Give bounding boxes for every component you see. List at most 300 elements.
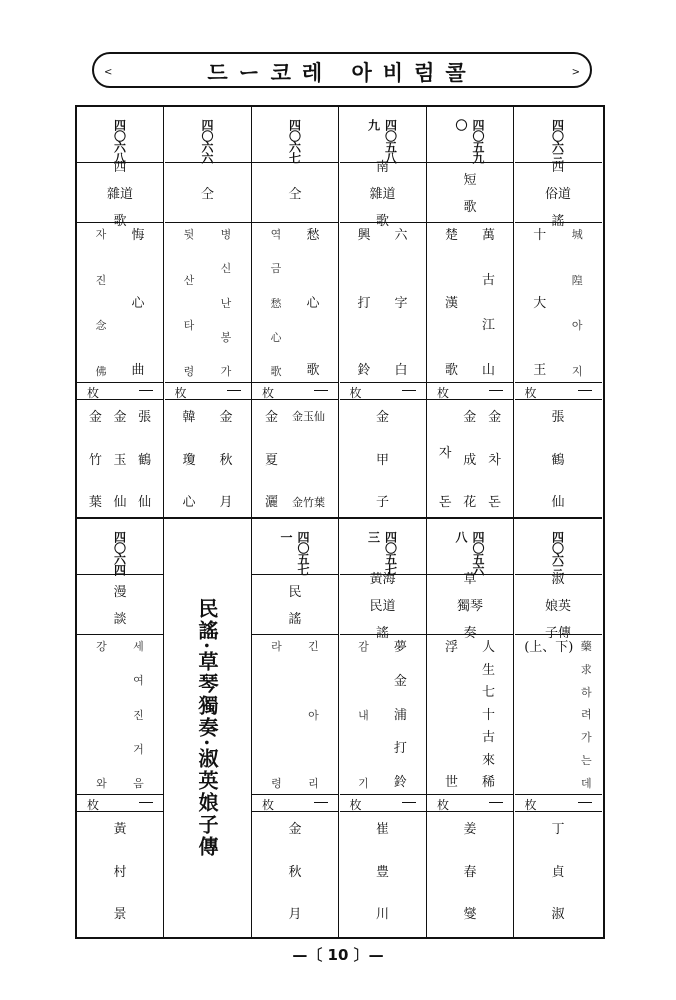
performer-char: 秋 xyxy=(288,864,302,880)
record-title xyxy=(252,229,338,377)
performer-column xyxy=(292,405,325,515)
record-count-unit: 枚 xyxy=(262,798,275,812)
title-char: 강 xyxy=(96,640,107,653)
performer-column xyxy=(113,405,126,515)
record-count xyxy=(427,383,513,399)
title-char: 夢 xyxy=(393,640,407,655)
record-count-unit: 枚 xyxy=(174,386,187,400)
genre-label: 歌 xyxy=(113,213,127,229)
title-column xyxy=(445,641,458,789)
title-char: 曲 xyxy=(131,363,145,378)
genre-label: 西 xyxy=(551,159,565,175)
performer-char: 돈 xyxy=(438,495,452,510)
record-entry xyxy=(77,107,164,517)
title-char: 금 xyxy=(270,262,282,276)
title-char: 十 xyxy=(533,228,547,243)
genre-label: 謠 xyxy=(288,612,302,627)
title-char: 來 xyxy=(481,752,495,768)
title-char: 진 xyxy=(95,273,107,287)
record-entry xyxy=(340,107,427,517)
title-char: 古 xyxy=(481,730,495,745)
title-char: 王 xyxy=(533,363,547,378)
title-column xyxy=(572,229,583,377)
record-genre xyxy=(515,159,602,229)
title-char: 心 xyxy=(306,295,320,311)
genre-label: 娘英 xyxy=(544,598,571,614)
performer-char: 子 xyxy=(375,495,389,510)
record-count-unit: 枚 xyxy=(349,798,362,812)
record-number-text: 四〇六四 xyxy=(112,531,127,575)
performer-column xyxy=(376,817,389,927)
record-genre xyxy=(340,159,426,229)
record-count-one-mark xyxy=(139,390,153,391)
title-char: 白 xyxy=(394,363,408,378)
record-entry xyxy=(252,107,339,517)
ruling-line xyxy=(252,574,338,575)
title-char: 隍 xyxy=(571,273,583,287)
title-char: 城 xyxy=(571,228,583,241)
title-char: 稀 xyxy=(481,775,495,790)
ruling-line xyxy=(252,222,338,223)
title-column xyxy=(270,229,281,377)
title-char: 鈴 xyxy=(357,363,371,378)
title-char: 心 xyxy=(131,295,145,311)
title-column xyxy=(133,641,144,789)
record-genre xyxy=(77,577,163,631)
performer-char: 豊 xyxy=(375,864,389,880)
title-char: 기 xyxy=(358,777,369,790)
catalog-row-top xyxy=(77,107,602,519)
title-banner xyxy=(92,52,592,88)
performer-char: 張 xyxy=(551,410,565,425)
performer-char: 月 xyxy=(288,907,302,922)
record-genre xyxy=(427,165,513,219)
record-number-text: 四〇五七一 xyxy=(279,531,310,575)
title-char: 타 xyxy=(183,319,195,333)
title-char: 字 xyxy=(394,295,408,311)
title-char: 歌 xyxy=(306,363,320,378)
ruling-line xyxy=(252,634,338,635)
record-count xyxy=(515,795,602,811)
performer-char: 月 xyxy=(219,495,233,510)
title-char: 悔 xyxy=(131,228,145,243)
right-ornament-icon: > xyxy=(571,67,580,78)
title-char: 求 xyxy=(580,662,592,676)
title-column xyxy=(306,229,319,377)
record-number-text: 四〇六七 xyxy=(287,119,302,163)
record-count xyxy=(165,383,251,399)
record-title xyxy=(165,229,251,377)
record-number-text: 四〇五八九 xyxy=(366,119,398,163)
page-number: —〔 10 〕— xyxy=(292,946,384,964)
record-entry xyxy=(252,519,339,937)
record-count-one-mark xyxy=(578,390,592,391)
record-genre xyxy=(340,571,426,641)
record-title xyxy=(340,229,426,377)
ruling-line xyxy=(165,162,251,163)
performer-char: 葉 xyxy=(88,495,102,510)
title-column xyxy=(271,641,282,789)
title-char: 지 xyxy=(571,364,583,378)
performer-column xyxy=(89,405,102,515)
record-count-one-mark xyxy=(489,802,503,803)
performer-char: 金 xyxy=(219,410,233,425)
genre-label: 歌 xyxy=(375,213,389,229)
record-count-unit: 枚 xyxy=(87,386,100,400)
title-column xyxy=(358,641,369,789)
title-char: 령 xyxy=(183,364,195,378)
performer-char: 金 xyxy=(264,410,278,425)
performer-char: 鶴 xyxy=(138,452,152,468)
title-char: 역 xyxy=(270,228,282,241)
performer-char: 黃 xyxy=(113,822,127,837)
performer-char: 春 xyxy=(463,864,477,880)
title-char: 자 xyxy=(95,228,107,241)
performer-char: 心 xyxy=(182,495,196,510)
title-column xyxy=(96,641,107,789)
record-count-one-mark xyxy=(402,390,416,391)
ruling-line xyxy=(77,634,163,635)
genre-label: 民 xyxy=(288,585,302,600)
record-count-unit: 枚 xyxy=(349,386,362,400)
performer-char: 韓 xyxy=(182,410,196,425)
title-char: 興 xyxy=(357,228,371,243)
title-char: 긴 xyxy=(308,640,319,653)
record-count-unit: 枚 xyxy=(437,386,450,400)
genre-label: 黃海 xyxy=(369,571,396,587)
ruling-line xyxy=(77,574,163,575)
performer-column xyxy=(551,405,564,515)
genre-label: 雜道 xyxy=(106,186,133,202)
title-char: 세 xyxy=(133,640,144,653)
title-char: 감 xyxy=(358,640,369,653)
performer-char: 仙 xyxy=(113,495,127,510)
title-char: 신 xyxy=(220,262,232,276)
genre-label: 漫 xyxy=(113,585,127,600)
title-char: 浮 xyxy=(444,640,458,655)
record-number-text: 四〇六三 xyxy=(550,531,565,575)
title-column xyxy=(581,641,592,789)
title-char: 내 xyxy=(358,708,369,722)
title-char: 心 xyxy=(270,330,282,344)
title-column xyxy=(357,229,370,377)
performer-char: 成 xyxy=(463,452,477,468)
title-char: 거 xyxy=(133,742,144,756)
record-number xyxy=(77,531,163,575)
record-count xyxy=(77,383,163,399)
genre-label: 子傳 xyxy=(544,625,571,641)
genre-label: 獨琴 xyxy=(456,598,483,614)
title-column xyxy=(95,229,106,377)
record-title xyxy=(515,641,602,789)
title-char: 打 xyxy=(393,741,407,757)
title-char: 金 xyxy=(393,673,407,689)
left-ornament-icon: < xyxy=(104,67,113,78)
record-number-text: 四〇五九〇 xyxy=(454,119,485,163)
title-char: 병 xyxy=(220,228,232,241)
genre-label: 短 xyxy=(463,173,477,188)
record-genre xyxy=(77,159,163,229)
record-performers xyxy=(77,817,163,927)
record-title xyxy=(77,229,163,377)
title-char: 打 xyxy=(357,295,371,311)
performer-char: 崔 xyxy=(375,822,389,837)
performer-char: 金 xyxy=(88,410,102,425)
performer-column xyxy=(463,817,476,927)
performer-char: 花 xyxy=(463,495,477,510)
record-entry xyxy=(515,107,602,517)
title-column xyxy=(221,229,232,377)
title-char: 와 xyxy=(96,777,107,790)
title-char: 愁 xyxy=(270,296,282,310)
performer-char: 金竹葉 xyxy=(291,496,325,510)
record-performers xyxy=(252,405,338,515)
title-column xyxy=(524,641,573,789)
record-number xyxy=(427,119,513,163)
record-performers xyxy=(340,405,426,515)
title-char: 佛 xyxy=(95,364,107,378)
title-char: 世 xyxy=(444,775,458,790)
performer-char: 景 xyxy=(113,907,127,922)
record-title xyxy=(77,641,163,789)
performer-char: 金玉仙 xyxy=(291,410,325,423)
performer-char: 金 xyxy=(288,822,302,837)
title-column xyxy=(394,229,407,377)
genre-label: 謠 xyxy=(375,625,389,641)
title-char: 山 xyxy=(481,363,495,378)
performer-char: 張 xyxy=(138,410,152,425)
ruling-line xyxy=(165,222,251,223)
record-performers xyxy=(340,817,426,927)
record-entry xyxy=(77,519,164,937)
ruling-line xyxy=(427,222,513,223)
title-char: 여 xyxy=(133,674,144,688)
performer-column xyxy=(439,405,452,515)
record-number-text: 四〇五六八 xyxy=(454,531,485,575)
record-count xyxy=(77,795,163,811)
performer-char: 竹 xyxy=(88,452,102,468)
record-entry xyxy=(427,519,514,937)
performer-char: 姜 xyxy=(463,822,477,837)
record-performers xyxy=(165,405,251,515)
record-count-unit: 枚 xyxy=(524,798,537,812)
record-entry xyxy=(165,519,252,937)
title-char: 念 xyxy=(95,319,107,333)
record-genre xyxy=(515,571,602,641)
ruling-line xyxy=(427,162,513,163)
title-char: 산 xyxy=(183,273,195,287)
performer-char: 淑 xyxy=(551,907,565,922)
ruling-line xyxy=(252,162,338,163)
record-genre xyxy=(252,165,338,219)
title-char: 진 xyxy=(133,708,144,722)
catalog-row-bottom xyxy=(77,519,602,937)
performer-char: 貞 xyxy=(551,864,565,880)
performer-column xyxy=(463,405,476,515)
record-performers xyxy=(427,817,513,927)
performer-char: 仙 xyxy=(138,495,152,510)
title-char: 봉 xyxy=(220,330,232,344)
title-char: 음 xyxy=(133,777,144,790)
performer-char: 玉 xyxy=(113,452,127,468)
record-count xyxy=(340,795,426,811)
series-side-title: 民謠·草琴獨奏·淑英娘子傳 xyxy=(195,598,219,858)
record-entry xyxy=(340,519,427,937)
record-count xyxy=(252,795,338,811)
title-column xyxy=(394,641,407,789)
record-number xyxy=(252,531,338,575)
title-char: 六 xyxy=(394,228,408,243)
genre-label: 奏 xyxy=(463,625,477,641)
performer-char: 灑 xyxy=(264,495,278,510)
genre-label: 談 xyxy=(113,612,127,627)
performer-char: 金 xyxy=(463,410,477,425)
genre-label: 南 xyxy=(375,159,389,175)
performer-char: 돈 xyxy=(488,495,501,510)
title-char: 大 xyxy=(533,295,547,311)
genre-label: 雜道 xyxy=(369,186,396,202)
performer-char: 차 xyxy=(488,452,501,468)
record-genre xyxy=(252,577,338,631)
title-char: 七 xyxy=(481,685,495,700)
title-char: 人 xyxy=(481,640,495,655)
record-title xyxy=(515,229,602,377)
performer-char: 燮 xyxy=(463,907,477,922)
record-title xyxy=(252,641,338,789)
page-title: 드ー코레 아비럼콜 xyxy=(207,61,477,85)
title-char: 령 xyxy=(271,777,282,790)
record-number xyxy=(165,119,251,163)
title-column xyxy=(533,229,546,377)
record-count-unit: 枚 xyxy=(262,386,275,400)
performer-column xyxy=(113,817,126,927)
record-count-one-mark xyxy=(489,390,503,391)
record-count-one-mark xyxy=(578,802,592,803)
record-performers xyxy=(252,817,338,927)
record-count xyxy=(515,383,602,399)
record-count-one-mark xyxy=(314,802,328,803)
title-char: 萬 xyxy=(481,228,495,243)
performer-column xyxy=(219,405,232,515)
title-char: 歌 xyxy=(444,363,458,378)
title-column xyxy=(445,229,458,377)
performer-char: 仙 xyxy=(551,495,565,510)
performer-char: 丁 xyxy=(551,822,565,837)
title-char: (上、下) xyxy=(524,640,574,655)
performer-char: 金 xyxy=(488,410,502,425)
title-char: 데 xyxy=(580,776,592,790)
performer-char: 川 xyxy=(375,907,389,922)
performer-char: 鶴 xyxy=(551,452,565,468)
performer-char: 자 xyxy=(438,446,452,461)
record-count-unit: 枚 xyxy=(437,798,450,812)
title-column xyxy=(482,229,495,377)
title-char: 生 xyxy=(481,662,495,678)
record-count-one-mark xyxy=(227,390,241,391)
title-char: 려 xyxy=(580,708,592,722)
title-char: 漢 xyxy=(444,295,458,311)
performer-column xyxy=(488,405,501,515)
genre-label: 仝 xyxy=(200,186,214,202)
performer-char: 金 xyxy=(113,410,127,425)
genre-label: 西 xyxy=(113,159,127,175)
performer-char: 瓊 xyxy=(182,452,196,468)
title-char: 浦 xyxy=(393,707,407,723)
record-performers xyxy=(515,405,602,515)
title-char: 藥 xyxy=(580,640,592,653)
title-char: 古 xyxy=(481,273,495,288)
performer-column xyxy=(265,405,278,515)
record-title xyxy=(427,641,513,789)
title-char: 가 xyxy=(220,365,232,378)
title-char: 十 xyxy=(481,707,495,723)
title-char: 江 xyxy=(481,318,495,333)
title-char: 뒷 xyxy=(183,228,195,241)
record-count-unit: 枚 xyxy=(87,798,100,812)
record-number-text: 四〇六六 xyxy=(200,119,214,163)
performer-column xyxy=(182,405,195,515)
record-genre xyxy=(427,571,513,641)
performer-char: 夏 xyxy=(264,452,278,468)
title-char: 鈴 xyxy=(393,775,407,790)
performer-column xyxy=(376,405,389,515)
performer-column xyxy=(288,817,301,927)
genre-label: 謠 xyxy=(551,213,565,229)
record-performers xyxy=(77,405,163,515)
title-char: 歌 xyxy=(270,365,282,378)
title-column xyxy=(131,229,144,377)
title-char: 리 xyxy=(308,777,319,790)
title-char: 가 xyxy=(580,731,592,745)
title-char: 楚 xyxy=(444,228,458,243)
record-count-unit: 枚 xyxy=(524,386,537,400)
record-title xyxy=(340,641,426,789)
genre-label: 淑 xyxy=(551,571,565,587)
genre-label: 歌 xyxy=(463,200,477,215)
record-count xyxy=(340,383,426,399)
genre-label: 民道 xyxy=(369,598,396,614)
record-count-one-mark xyxy=(402,802,416,803)
record-genre xyxy=(165,165,251,219)
genre-label: 仝 xyxy=(288,186,302,202)
title-char: 하 xyxy=(580,685,592,699)
title-char: 아 xyxy=(571,319,583,333)
record-title xyxy=(427,229,513,377)
title-column xyxy=(184,229,195,377)
record-number-text: 四〇五七三 xyxy=(366,531,398,575)
record-number-text: 四〇六八 xyxy=(112,119,127,163)
performer-char: 金 xyxy=(375,410,389,425)
title-char: 愁 xyxy=(306,228,320,243)
record-count-one-mark xyxy=(139,802,153,803)
record-entry xyxy=(165,107,252,517)
performer-char: 村 xyxy=(113,864,127,880)
record-catalog-table xyxy=(75,105,605,939)
title-char: 난 xyxy=(220,296,232,310)
title-char: 아 xyxy=(308,708,319,722)
title-char: 는 xyxy=(580,754,592,768)
record-count-one-mark xyxy=(314,390,328,391)
performer-column xyxy=(551,817,564,927)
performer-char: 秋 xyxy=(219,452,233,468)
record-performers xyxy=(427,405,513,515)
record-count xyxy=(252,383,338,399)
record-entry xyxy=(515,519,602,937)
title-column xyxy=(482,641,495,789)
title-column xyxy=(308,641,319,789)
record-performers xyxy=(515,817,602,927)
title-char: 라 xyxy=(271,640,282,653)
